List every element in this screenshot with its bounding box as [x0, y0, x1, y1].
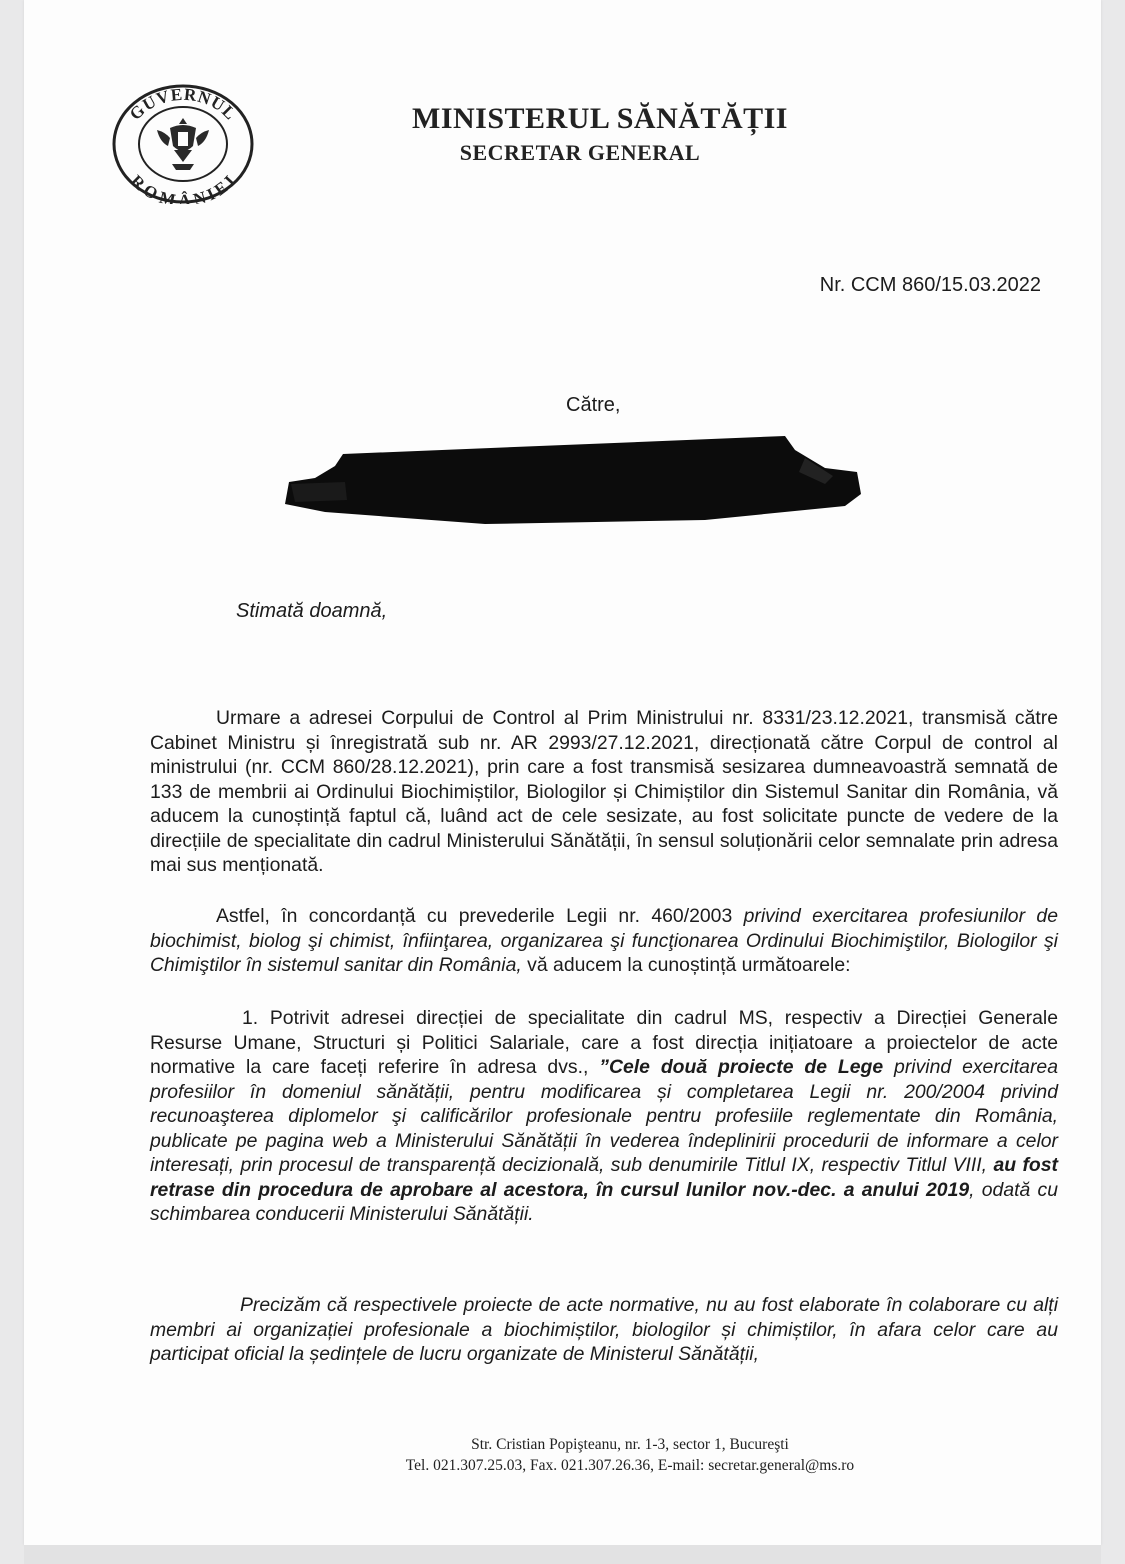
paragraph-1 [150, 706, 1058, 878]
addressee-label: Către, [566, 394, 621, 416]
paragraph-3-intro: 1. Potrivit adresei direcției de specialitate din cadrul MS, respectiv a Direcției Generale Resurse Umane, Structuri și Politici Salariale, care a fost direcția inițiatoare a proiectelor de acte normative la care faceți referire în adresa dvs., [150, 1007, 1058, 1078]
paragraph-2 [150, 904, 1058, 978]
registration-number: Nr. CCM 860/15.03.2022 [819, 274, 1041, 296]
paragraph-2-ending: vă aducem la cunoștință următoarele: [521, 954, 851, 976]
paragraph-3-quote-end: , odată cu schimbarea conducerii Ministerului Sănătății. [150, 1178, 1058, 1225]
footer-address: Str. Cristian Popişteanu, nr. 1-3, sector 1, Bucureşti [471, 1436, 789, 1453]
paragraph-3-quote-start: ”Cele două proiecte de Lege [599, 1056, 884, 1078]
paragraph-2-intro: Astfel, în concordanță cu prevederile Legii nr. 460/2003 [216, 905, 744, 927]
paragraph-4-text: Precizăm că respectivele proiecte de acte normative, nu au fost elaborate în colaborare cu alți membri ai organizației profesionale a biochimiștilor, biologilor și chimiștilor, în afara celor care au participat oficial la ședințele de lucru organizate de Ministerul Sănătății, [150, 1294, 1058, 1365]
redacted-address-block [285, 432, 865, 532]
ministry-title: MINISTERUL SĂNĂTĂȚII [412, 102, 788, 135]
footer-contact: Tel. 021.307.25.03, Fax. 021.307.26.36, E-mail: secretar.general@ms.ro [405, 1457, 855, 1474]
paragraph-3-withdrawn-statement: au fost retrase din procedura de aprobare al acestora, în cursul lunilor nov.-dec. a anului 2019 [150, 1154, 1058, 1201]
seal-bottom-text: ROMÂNIEI [126, 171, 240, 204]
svg-text:ROMÂNIEI [127, 171, 240, 204]
salutation: Stimată doamnă, [236, 600, 388, 622]
paragraph-3 [150, 1006, 1058, 1227]
page-bottom-edge [24, 1545, 1101, 1564]
government-seal-logo [112, 84, 254, 204]
paragraph-4 [150, 1293, 1058, 1367]
footer [300, 1434, 960, 1476]
paragraph-2-law-title: privind exercitarea profesiunilor de biochimist, biolog şi chimist, înfiinţarea, organizarea şi funcţionarea Ordinului Biochimiştilor, Biologilor şi Chimiştilor în sistemul sanitar din România, [150, 905, 1058, 976]
seal-top-text: GUVERNUL [125, 84, 241, 124]
svg-text:GUVERNUL [126, 85, 240, 124]
department-title: SECRETAR GENERAL [459, 140, 701, 165]
paragraph-1-text: Urmare a adresei Corpului de Control al Prim Ministrului nr. 8331/23.12.2021, transmisă către Cabinet Ministru și înregistrată sub nr. AR 2993/27.12.2021, direcționată către Corpul de control al ministrului (nr. CCM 860/28.12.2021), prin care a fost transmisă sesizarea dumneavoastră semnată de 133 de membrii ai Ordinului Biochimiștilor, Biologilor și Chimiștilor din Sistemul Sanitar din România, vă aducem la cunoștință faptul că, luând act de cele sesizate, au fost solicitate puncte de vedere de la direcțiile de specialitate din cadrul Ministerului Sănătății, în sensul soluționării celor semnalate prin adresa mai sus menționată. [150, 707, 1058, 876]
paragraph-3-quote-body: privind exercitarea profesiilor în domeniul sănătății, pentru modificarea și completarea Legii nr. 200/2004 privind recunoaşterea diplomelor şi calificărilor profesionale pentru profesiile reglementate din România, publicate pe pagina web a Ministerului Sănătății în vederea îndeplinirii procedurii de informare a celor interesați, prin procesul de transparență decizională, sub denumirile Titlul IX, respectiv Titlul VIII, [150, 1056, 1058, 1176]
